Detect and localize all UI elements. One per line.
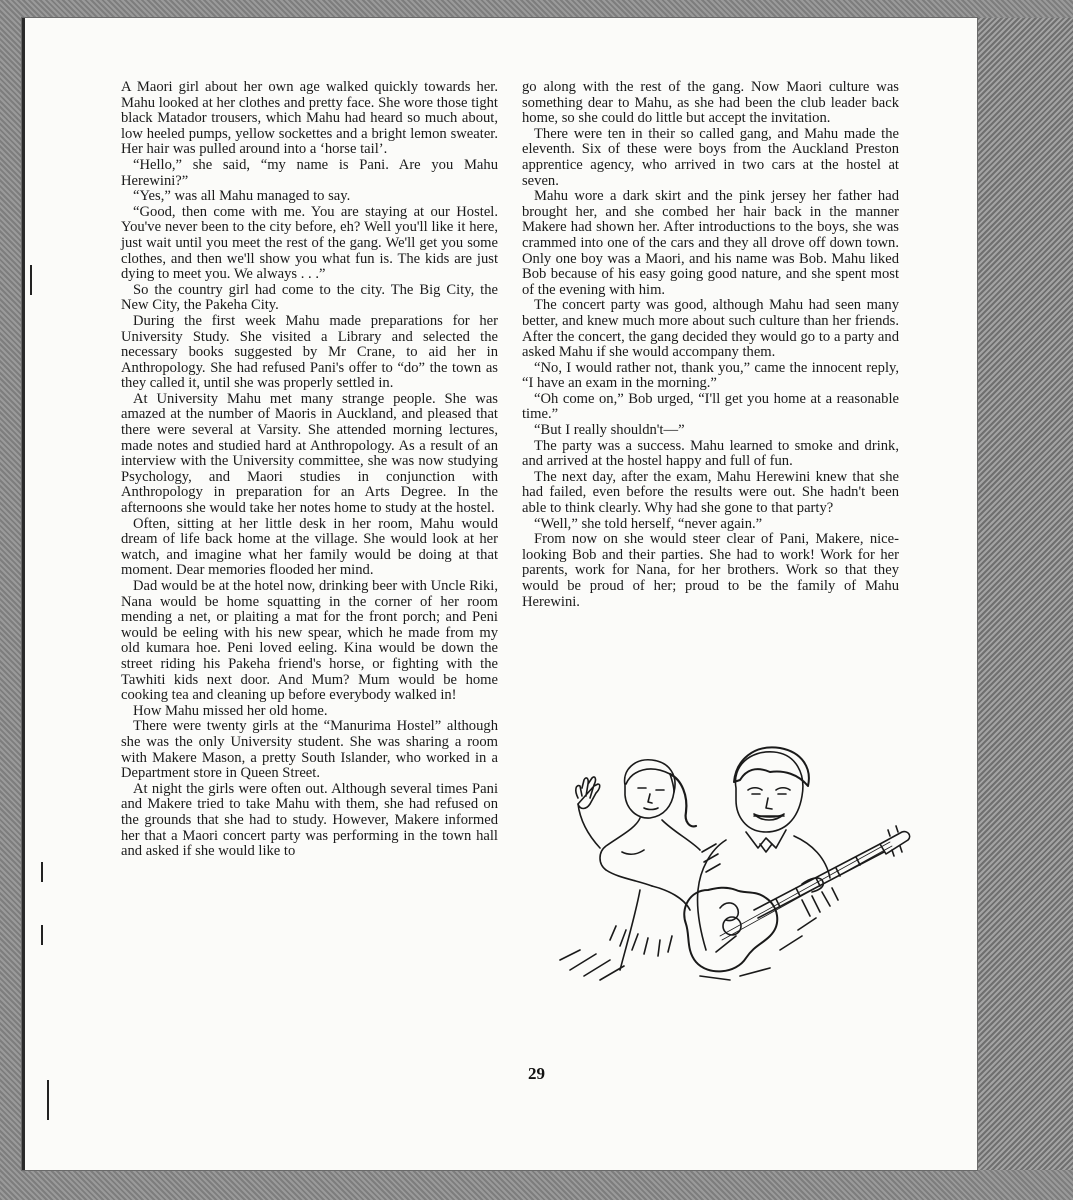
scan-border-right: [977, 18, 1073, 1170]
paragraph: “Well,” she told herself, “never again.”: [534, 515, 763, 532]
margin-tick: [41, 862, 43, 882]
paragraph: go along with the rest of the gang. Now Maori culture was something dear to Mahu, as she had been the club leader back home, so she could do little but accept the invitation.: [522, 79, 899, 127]
paragraph: Often, sitting at her little desk in her room, Mahu would dream of life back home at the village. She would look at her watch, and imagine what her family would be doing at that moment. Dear memories flooded her mind.: [121, 515, 498, 579]
paragraph: “Good, then come with me. You are staying at our Hostel. You've never been to the city before, eh? Well you'll like it here, just wait until you meet the rest of the gang. We'll get you some clothes, and then we'll show you what fun is. The kids are just dying to meet you. We always . . .”: [121, 203, 498, 283]
margin-tick: [41, 925, 43, 945]
paragraph: So the country girl had come to the city. The Big City, the New City, the Pakeha City.: [121, 281, 498, 314]
paragraph: Dad would be at the hotel now, drinking beer with Uncle Riki, Nana would be home squatting in the corner of her room mending a net, or plaiting a mat for the front porch; and Peni would be eeling with his new spear, which he made from my old kumara hoe. Peni loved eeling. Kina would be down the street riding his Pakeha friend's horse, or fighting with the Tawhiti kids next door. And Mum? Mum would be home cooking tea and cleaning up before everybody walked in!: [121, 578, 498, 704]
paragraph: The party was a success. Mahu learned to smoke and drink, and arrived at the hostel happy and full of fun.: [522, 437, 899, 470]
paragraph: “Yes,” was all Mahu managed to say.: [133, 188, 351, 205]
paragraph: At University Mahu met many strange people. She was amazed at the number of Maoris in Auckland, and pleased that there were several at Varsity. She attended morning lectures, made notes and studied hard at Anthropology. As a result of an interview with the University committee, she was now studying Psychology, and Maori studies in conjunction with Anthropology in preparation for an Arts Degree. In the afternoons she would take her notes home to study at the hostel.: [121, 390, 498, 517]
left-text-column: [121, 80, 498, 860]
paragraph: Mahu wore a dark skirt and the pink jersey her father had brought her, and she combed her hair back in the manner Makere had shown her. After introductions to the boys, she was crammed into one of the cars and they all drove off down town. Only one boy was a Maori, and his name was Bob. Mahu liked Bob because of his easy going good nature, and she spent most of the evening with him.: [522, 188, 899, 298]
right-text-column: [522, 80, 899, 610]
paragraph: How Mahu missed her old home.: [133, 702, 328, 719]
paragraph: At night the girls were often out. Although several times Pani and Makere tried to take Mahu with them, she had refused on the grounds that she had to study. However, Makere informed her that a Maori concert party was performing in the town hall and asked if she would like to: [121, 780, 498, 860]
paragraph: “Hello,” she said, “my name is Pani. Are you Mahu Herewini?”: [121, 156, 498, 189]
paragraph: From now on she would steer clear of Pani, Makere, nice-looking Bob and their parties. She had to work! Work for her parents, work for Nana, for her brothers. Work so that they would be proud of her; proud to be the family of Mahu Herewini.: [522, 531, 899, 610]
paragraph: “Oh come on,” Bob urged, “I'll get you home at a reasonable time.”: [522, 390, 899, 423]
paragraph: “But I really shouldn't—”: [534, 422, 685, 439]
page-number: 29: [528, 1064, 545, 1083]
paragraph: The concert party was good, although Mahu had seen many better, and knew much more about such culture than her friends. After the concert, the gang decided they would go to a party and asked Mahu if she would accompany them.: [522, 297, 899, 361]
margin-tick: [30, 265, 32, 295]
margin-tick: [47, 1080, 49, 1120]
page-left-edge: [22, 18, 25, 1170]
paragraph: The next day, after the exam, Mahu Herewini knew that she had failed, even before the results were out. She hadn't been able to think clearly. Why had she gone to that party?: [522, 468, 899, 517]
paragraph: There were ten in their so called gang, and Mahu made the eleventh. Six of these were boys from the Auckland Preston apprentice agency, who arrived in two cars at the hostel at seven.: [522, 125, 899, 189]
couple-guitar-illustration: [540, 740, 925, 985]
paragraph: “No, I would rather not, thank you,” came the innocent reply, “I have an exam in the morning.”: [522, 359, 899, 392]
paragraph: There were twenty girls at the “Manurima Hostel” although she was the only University student. She was sharing a room with Makere Mason, a pretty South Islander, who worked in a Department store in Queen Street.: [121, 718, 498, 782]
paragraph: A Maori girl about her own age walked quickly towards her. Mahu looked at her clothes and pretty face. She wore those tight black Matador trousers, which Mahu had heard so much about, low heeled pumps, yellow sockettes and a bright lemon sweater. Her hair was pulled around into a ‘horse tail’.: [121, 79, 498, 158]
paragraph: During the first week Mahu made preparations for her University Study. She visited a Library and selected the necessary books suggested by Mr Crane, to aid her in Anthropology. She had refused Pani's offer to “do” the town as they called it, until she was properly settled in.: [121, 312, 498, 392]
